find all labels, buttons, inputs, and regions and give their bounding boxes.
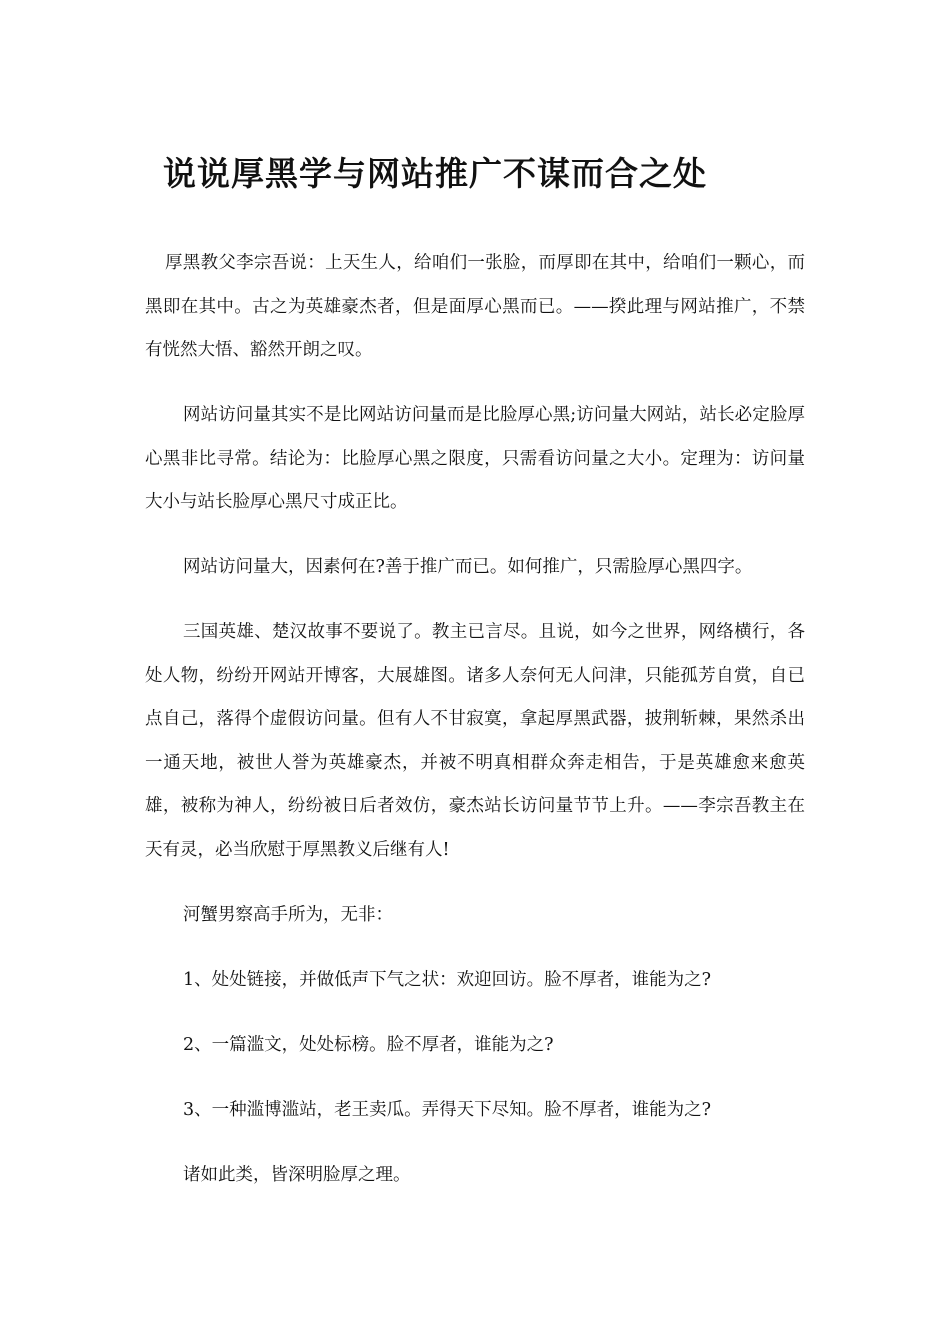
paragraph-promotion: 网站访问量大，因素何在?善于推广而已。如何推广，只需脸厚心黑四字。 <box>183 557 753 577</box>
paragraph-methods-intro: 河蟹男察高手所为，无非： <box>183 905 393 925</box>
paragraph-conclusion: 诸如此类，皆深明脸厚之理。 <box>183 1165 411 1185</box>
list-item-2: 2、一篇滥文，处处标榜。脸不厚者，谁能为之? <box>183 1035 554 1055</box>
list-item-1: 1、处处链接，并做低声下气之状：欢迎回访。脸不厚者，谁能为之? <box>183 970 712 990</box>
paragraph-traffic-theory: 网站访问量其实不是比网站访问量而是比脸厚心黑;访问量大网站，站长必定脸厚心黑非比寻常。结论为：比脸厚心黑之限度，只需看访问量之大小。定理为：访问量大小与站长脸厚心黑尺寸成正比。 <box>145 405 805 512</box>
paragraph-intro: 厚黑教父李宗吾说：上天生人，给咱们一张脸，而厚即在其中，给咱们一颗心，而黑即在其中。古之为英雄豪杰者，但是面厚心黑而已。——揆此理与网站推广，不禁有恍然大悟、豁然开朗之叹。 <box>145 253 805 360</box>
paragraph-heroes: 三国英雄、楚汉故事不要说了。教主已言尽。且说，如今之世界，网络横行，各处人物，纷纷开网站开博客，大展雄图。诸多人奈何无人问津，只能孤芳自赏，自已点自己，落得个虚假访问量。但有人不甘寂寞，拿起厚黑武器，披荆斩棘，果然杀出一通天地，被世人誉为英雄豪杰，并被不明真相群众奔走相告，于是英雄愈来愈英雄，被称为神人，纷纷被日后者效仿，豪杰站长访问量节节上升。——李宗吾教主在天有灵，必当欣慰于厚黑教义后继有人! <box>145 622 805 860</box>
list-item-3: 3、一种滥博滥站，老王卖瓜。弄得天下尽知。脸不厚者，谁能为之? <box>183 1100 712 1120</box>
document-title: 说说厚黑学与网站推广不谋而合之处 <box>163 154 707 193</box>
